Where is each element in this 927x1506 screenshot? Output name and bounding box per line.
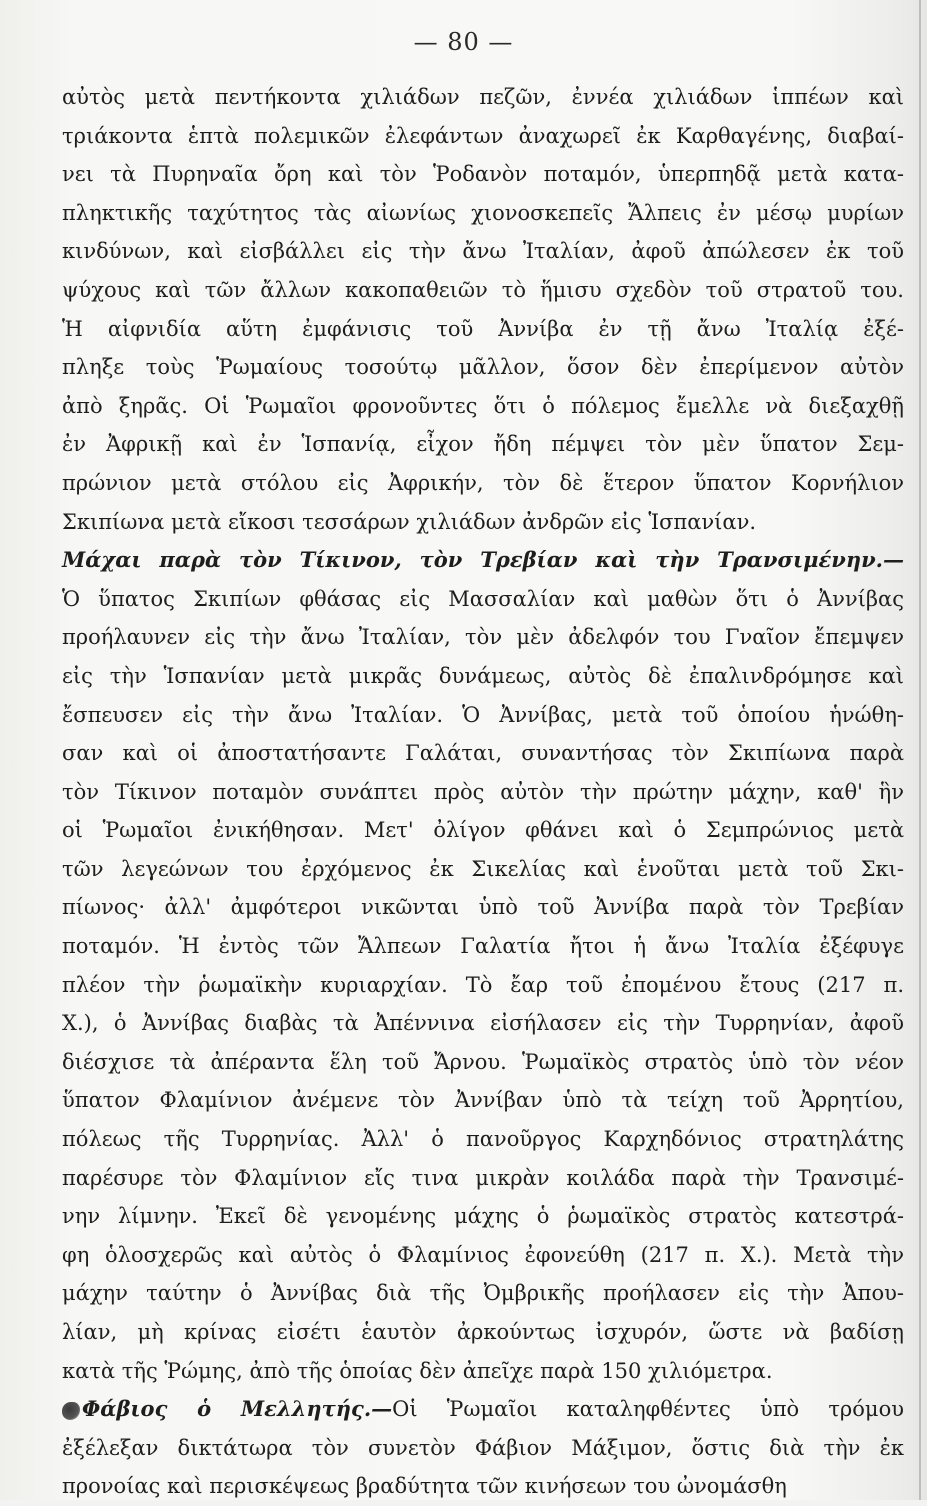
text-line: κινδύνων, καὶ εἰσβάλλει εἰς τὴν ἄνω Ἰταλίαν, ἀφοῦ ἀπώλεσεν ἐκ τοῦ (62, 239, 904, 264)
text-line: ἀπὸ ξηρᾶς. Οἱ Ῥωμαῖοι φρονοῦντες ὅτι ὁ πόλεμος ἔμελλε νὰ διεξαχθῇ (62, 393, 904, 418)
text-line: πλέον τὴν ῥωμαϊκὴν κυριαρχίαν. Τὸ ἔαρ τοῦ ἐπομένου ἔτους (217 π. (62, 972, 904, 997)
section-heading: Μάχαι παρὰ τὸν Τίκινον, τὸν Τρεβίαν καὶ τὴν Τρανσιμένην.— (62, 547, 904, 573)
text-line: προνοίας καὶ περισκέψεως βραδύτητα τῶν κινήσεων του ὠνομάσθη (62, 1474, 787, 1499)
text-line: φη ὁλοσχερῶς καὶ αὐτὸς ὁ Φλαμίνιος ἐφονεύθη (217 π. Χ.). Μετὰ τὴν (62, 1242, 904, 1267)
text-line: Χ.), ὁ Ἀννίβας διαβὰς τὰ Ἀπέννινα εἰσήλασεν εἰς τὴν Τυρρηνίαν, ἀφοῦ (62, 1011, 904, 1036)
text-line: σαν καὶ οἱ ἀποστατήσαντε Γαλάται, συναντήσας τὸν Σκιπίωνα παρὰ (62, 741, 904, 766)
section-heading-line (62, 541, 904, 580)
text-line: Ἡ αἰφνιδία αὕτη ἐμφάνισις τοῦ Ἀννίβα ἐν τῇ ἄνω Ἰταλίᾳ ἐξέ- (62, 316, 904, 341)
section-heading: Φάβιος ὁ Μελλητής.— (82, 1396, 393, 1422)
page-number: — 80 — (413, 28, 514, 56)
text-line: πληξε τοὺς Ῥωμαίους τοσούτῳ μᾶλλον, ὅσον δὲν ἐπερίμενον αὐτὸν (62, 355, 904, 380)
text-line: Ὁ ὕπατος Σκιπίων φθάσας εἰς Μασσαλίαν καὶ μαθὼν ὅτι ὁ Ἀννίβας (62, 586, 904, 611)
text-line: εἰς τὴν Ἱσπανίαν μετὰ μικρᾶς δυνάμεως, αὐτὸς δὲ ἐπαλινδρόμησε καὶ (62, 663, 904, 688)
text-line: κατὰ τῆς Ῥώμης, ἀπὸ τῆς ὁποίας δὲν ἀπεῖχε παρὰ 150 χιλιόμετρα. (62, 1358, 773, 1383)
text-line: ποταμόν. Ἡ ἐντὸς τῶν Ἄλπεων Γαλατία ἤτοι ἡ ἄνω Ἰταλία ἐξέφυγε (62, 934, 904, 959)
text-line: αὐτὸς μετὰ πεντήκοντα χιλιάδων πεζῶν, ἐννέα χιλιάδων ἱππέων καὶ (62, 85, 904, 109)
text-line: πληκτικῆς ταχύτητος τὰς αἰωνίως χιονοσκεπεῖς Ἄλπεις ἐν μέσῳ μυρίων (62, 200, 904, 225)
text-line: πρώνιον μετὰ στόλου εἰς Ἀφρικήν, τὸν δὲ ἕτερον ὕπατον Κορνήλιον (62, 470, 904, 495)
text-line: ἔσπευσεν εἰς τὴν ἄνω Ἰταλίαν. Ὁ Ἀννίβας, μετὰ τοῦ ὁποίου ἡνώθη- (62, 702, 904, 727)
ink-blot-icon (62, 1402, 80, 1420)
text-line: ψύχους καὶ τῶν ἄλλων κακοπαθειῶν τὸ ἥμισυ σχεδὸν τοῦ στρατοῦ του. (62, 277, 904, 302)
text-line: παρέσυρε τὸν Φλαμίνιον εἴς τινα μικρὰν κοιλάδα παρὰ τὴν Τρανσιμέ- (62, 1165, 904, 1190)
text-line: λίαν, μὴ κρίνας εἰσέτι ἑαυτὸν ἀρκούντως ἰσχυρόν, ὥστε νὰ βαδίσῃ (62, 1320, 904, 1344)
text-line: τὸν Τίκινον ποταμὸν συνάπτει πρὸς αὐτὸν τὴν πρώτην μάχην, καθ' ἣν (62, 779, 904, 804)
page-edge (919, 0, 921, 1500)
text-line: πόλεως τῆς Τυρρηνίας. Ἀλλ' ὁ πανοῦργος Καρχηδόνιος στρατηλάτης (62, 1127, 904, 1152)
text-line: ἐξέλεξαν δικτάτωρα τὸν συνετὸν Φάβιον Μάξιμον, ὅστις διὰ τὴν ἐκ (62, 1435, 904, 1460)
body-text (62, 78, 904, 1506)
text-line: ὕπατον Φλαμίνιον ἀνέμενε τὸν Ἀννίβαν ὑπὸ τὰ τείχη τοῦ Ἀρρητίου, (62, 1088, 904, 1113)
text-line: Σκιπίωνα μετὰ εἴκοσι τεσσάρων χιλιάδων ἀνδρῶν εἰς Ἱσπανίαν. (62, 509, 757, 534)
section-heading-line (62, 1390, 904, 1429)
text-line: νει τὰ Πυρηναῖα ὄρη καὶ τὸν Ῥοδανὸν ποταμόν, ὑπερπηδᾷ μετὰ κατα- (62, 162, 904, 187)
text-line: προήλαυνεν εἰς τὴν ἄνω Ἰταλίαν, τὸν μὲν ἀδελφόν του Γναῖον ἔπεμψεν (62, 625, 904, 650)
text-line-continuation: Οἱ Ῥωμαῖοι καταληφθέντες ὑπὸ τρόμου (392, 1397, 904, 1422)
text-line: νην λίμνην. Ἐκεῖ δὲ γενομένης μάχης ὁ ῥωμαϊκὸς στρατὸς κατεστρά- (62, 1204, 904, 1229)
text-line: τριάκοντα ἑπτὰ πολεμικῶν ἐλεφάντων ἀναχωρεῖ ἐκ Καρθαγένης, διαβαί- (62, 123, 904, 148)
text-line: μάχην ταύτην ὁ Ἀννίβας διὰ τῆς Ὀμβρικῆς προήλασεν εἰς τὴν Ἀπου- (62, 1281, 904, 1306)
text-line: οἱ Ῥωμαῖοι ἐνικήθησαν. Μετ' ὀλίγον φθάνει καὶ ὁ Σεμπρώνιος μετὰ (62, 818, 904, 843)
text-line: πίωνος· ἀλλ' ἀμφότεροι νικῶνται ὑπὸ τοῦ Ἀννίβα παρὰ τὸν Τρεβίαν (62, 895, 904, 920)
text-line: διέσχισε τὰ ἀπέραντα ἕλη τοῦ Ἄρνου. Ῥωμαϊκὸς στρατὸς ὑπὸ τὸν νέον (62, 1049, 904, 1074)
text-line: ἐν Ἀφρικῇ καὶ ἐν Ἱσπανίᾳ, εἶχον ἤδη πέμψει τὸν μὲν ὕπατον Σεμ- (62, 432, 904, 457)
text-line: τῶν λεγεώνων του ἐρχόμενος ἐκ Σικελίας καὶ ἑνοῦται μετὰ τοῦ Σκι- (62, 856, 904, 881)
